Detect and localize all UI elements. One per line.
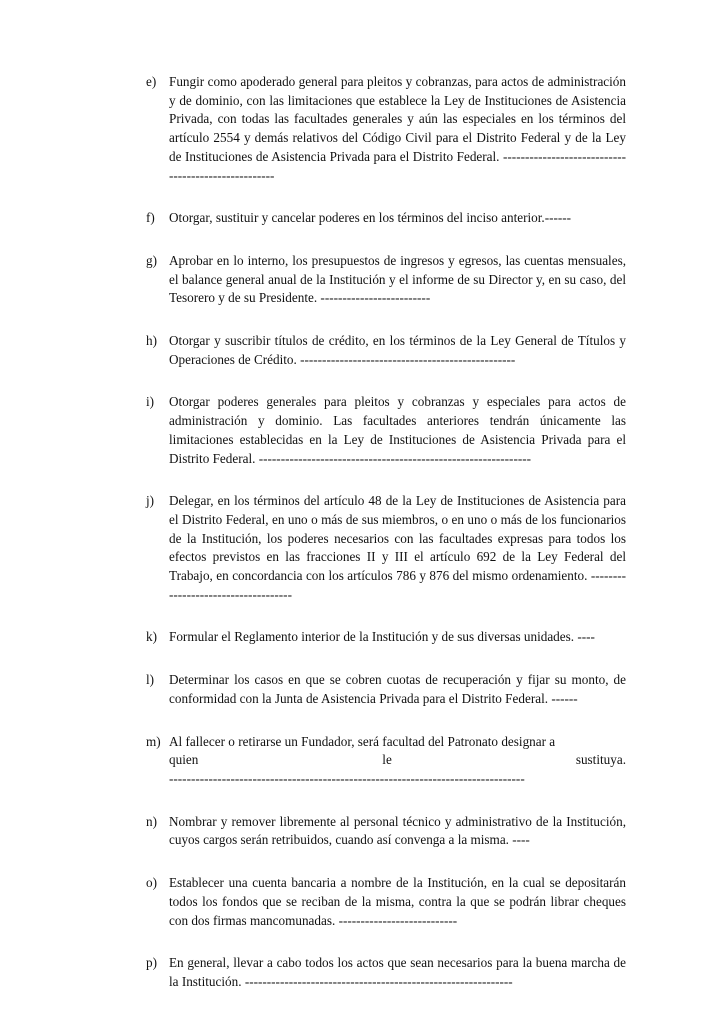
clause-text: Delegar, en los términos del artículo 48 de la Ley de Instituciones de Asistencia para el Distrito Federal, en uno o más de sus miembros, o en uno o más de los funcionarios de la Institución, los poderes necesarios con las facultades expresas para todos los efectos previstos en las fracciones II y III el artículo 692 de la Ley Federal del Trabajo, en concordancia con los artículos 786 y 876 del mismo ordenamiento. ------------------------------------ <box>169 493 626 602</box>
clause-text: Otorgar, sustituir y cancelar poderes en los términos del inciso anterior.------ <box>169 210 572 226</box>
clause-g <box>146 252 626 308</box>
clause-text: Otorgar y suscribir títulos de crédito, en los términos de la Ley General de Títulos y Operaciones de Crédito. ------------------------------------------------- <box>169 333 626 367</box>
clause-letter: j) <box>146 493 155 509</box>
clause-letter: p) <box>146 955 157 971</box>
clause-n <box>146 813 626 850</box>
clause-k <box>146 628 626 647</box>
clause-i <box>146 393 626 468</box>
clause-o <box>146 874 626 930</box>
document-page <box>146 73 626 992</box>
clause-h <box>146 332 626 369</box>
clause-letter: o) <box>146 875 157 891</box>
clause-e <box>146 73 626 185</box>
clause-text: Nombrar y remover libremente al personal técnico y administrativo de la Institución, cuyos cargos serán retribuidos, cuando así convenga a la misma. ---- <box>169 813 626 848</box>
clause-letter: l) <box>146 672 155 688</box>
clause-m-word-quien: quien <box>169 752 199 768</box>
clause-m-dash-line: --------------------------------------------------------------------------------- <box>169 770 525 786</box>
clause-f <box>146 209 626 228</box>
clause-text: Formular el Reglamento interior de la Institución y de sus diversas unidades. ---- <box>169 629 595 645</box>
clause-text: Determinar los casos en que se cobren cuotas de recuperación y fijar su monto, de conformidad con la Junta de Asistencia Privada para el Distrito Federal. ------ <box>169 672 626 706</box>
clause-letter: i) <box>146 394 155 410</box>
clause-m-word-le: le <box>382 752 392 768</box>
clause-m-word-sustituya: sustituya. <box>575 752 626 768</box>
clause-text: Establecer una cuenta bancaria a nombre de la Institución, en la cual se depositarán todos los fondos que se reciban de la misma, contra la que se podrán librar cheques con dos firmas mancomunadas. --------------------------- <box>169 875 626 928</box>
clause-letter: n) <box>146 813 157 829</box>
clause-l <box>146 671 626 708</box>
clause-letter: g) <box>146 252 157 268</box>
clause-letter: k) <box>146 629 157 645</box>
clause-text: En general, llevar a cabo todos los actos que sean necesarios para la buena marcha de la Institución. ------------------------------------------------------------- <box>169 955 626 989</box>
clause-letter: m) <box>146 733 161 749</box>
clause-text: Fungir como apoderado general para pleitos y cobranzas, para actos de administración y de dominio, con las limitaciones que establece la Ley de Instituciones de Asistencia Privada, con todas las facultades generales y aún las especiales en los términos del artículo 2554 y demás relativos del Código Civil para el Distrito Federal y de la Ley de Instituciones de Asistencia Privada para el Distrito Federal. ---------------------------------------------------- <box>169 74 626 183</box>
clause-m <box>146 733 626 789</box>
clause-letter: h) <box>146 333 157 349</box>
clause-text <box>169 733 626 789</box>
clause-m-line-1: Al fallecer o retirarse un Fundador, será facultad del Patronato designar a <box>169 733 556 749</box>
clause-m-line-2 <box>169 751 626 770</box>
clause-text: Aprobar en lo interno, los presupuestos de ingresos y egresos, las cuentas mensuales, el balance general anual de la Institución y el informe de su Director y, en su caso, del Tesorero y de su Presidente. ------------------------- <box>169 252 626 306</box>
clause-j <box>146 492 626 604</box>
clause-text: Otorgar poderes generales para pleitos y cobranzas y especiales para actos de administración y dominio. Las facultades anteriores tendrán únicamente las limitaciones establecidas en la Ley de Instituciones de Asistencia Privada para el Distrito Federal. -------------------------------------------------------------- <box>169 394 626 466</box>
clause-letter: e) <box>146 74 157 89</box>
clause-letter: f) <box>146 210 155 226</box>
clause-p <box>146 954 626 991</box>
